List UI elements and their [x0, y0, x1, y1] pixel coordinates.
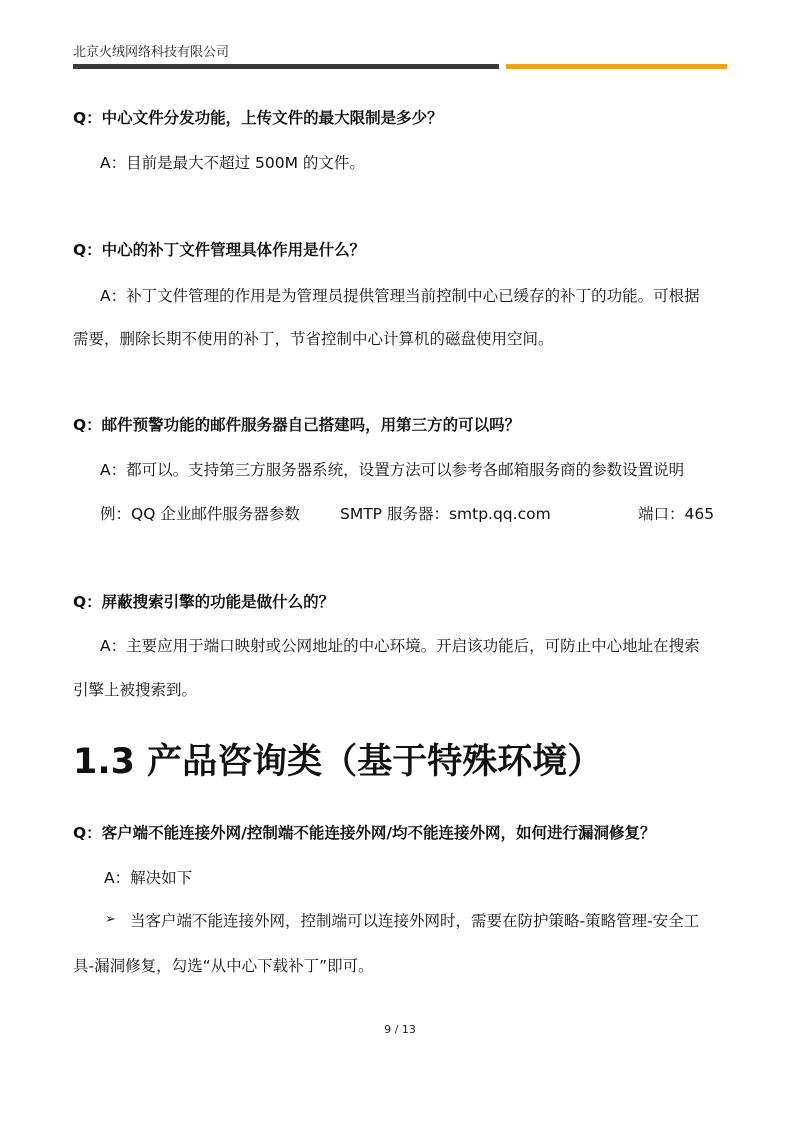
- page-number: 9 / 13: [384, 1023, 416, 1036]
- faq-answer-4-line-2: 引擎上被搜索到。: [73, 681, 198, 699]
- faq-question-4: Q：屏蔽搜索引擎的功能是做什么的？: [73, 593, 335, 611]
- header-rule-accent: [506, 64, 727, 69]
- faq-answer-1: A：目前是最大不超过 500M 的文件。: [100, 154, 365, 172]
- faq-answer-2-line-2: 需要，删除长期不使用的补丁，节省控制中心计算机的磁盘使用空间。: [73, 330, 554, 348]
- section-title: 1.3 产品咨询类（基于特殊环境）: [73, 742, 603, 782]
- faq-question-2: Q：中心的补丁文件管理具体作用是什么？: [73, 241, 366, 259]
- section-bullet-line-1: 当客户端不能连接外网，控制端可以连接外网时，需要在防护策略-策略管理-安全工: [130, 912, 700, 930]
- section-question: Q：客户端不能连接外网/控制端不能连接外网/均不能连接外网，如何进行漏洞修复？: [73, 824, 656, 842]
- faq-answer-3: A：都可以。支持第三方服务器系统，设置方法可以参考各邮箱服务商的参数设置说明: [100, 461, 685, 479]
- faq-example-label: 例：QQ 企业邮件服务器参数: [100, 505, 300, 523]
- section-bullet-line-2: 具-漏洞修复，勾选“从中心下载补丁”即可。: [73, 957, 374, 975]
- faq-answer-2-line-1: A：补丁文件管理的作用是为管理员提供管理当前控制中心已缓存的补丁的功能。可根据: [100, 287, 700, 305]
- faq-example-port: 端口：465: [638, 505, 715, 523]
- faq-answer-4-line-1: A：主要应用于端口映射或公网地址的中心环境。开启该功能后，可防止中心地址在搜索: [100, 637, 700, 655]
- faq-example-smtp: SMTP 服务器：smtp.qq.com: [340, 505, 551, 523]
- faq-question-1: Q：中心文件分发功能，上传文件的最大限制是多少？: [73, 109, 443, 127]
- faq-question-3: Q：邮件预警功能的邮件服务器自己搭建吗，用第三方的可以吗？: [73, 416, 521, 434]
- header-rule-dark: [73, 64, 499, 69]
- header-company-name: 北京火绒网络科技有限公司: [73, 45, 230, 60]
- section-answer: A：解决如下: [104, 869, 193, 887]
- arrow-bullet-icon: ➢: [105, 912, 116, 927]
